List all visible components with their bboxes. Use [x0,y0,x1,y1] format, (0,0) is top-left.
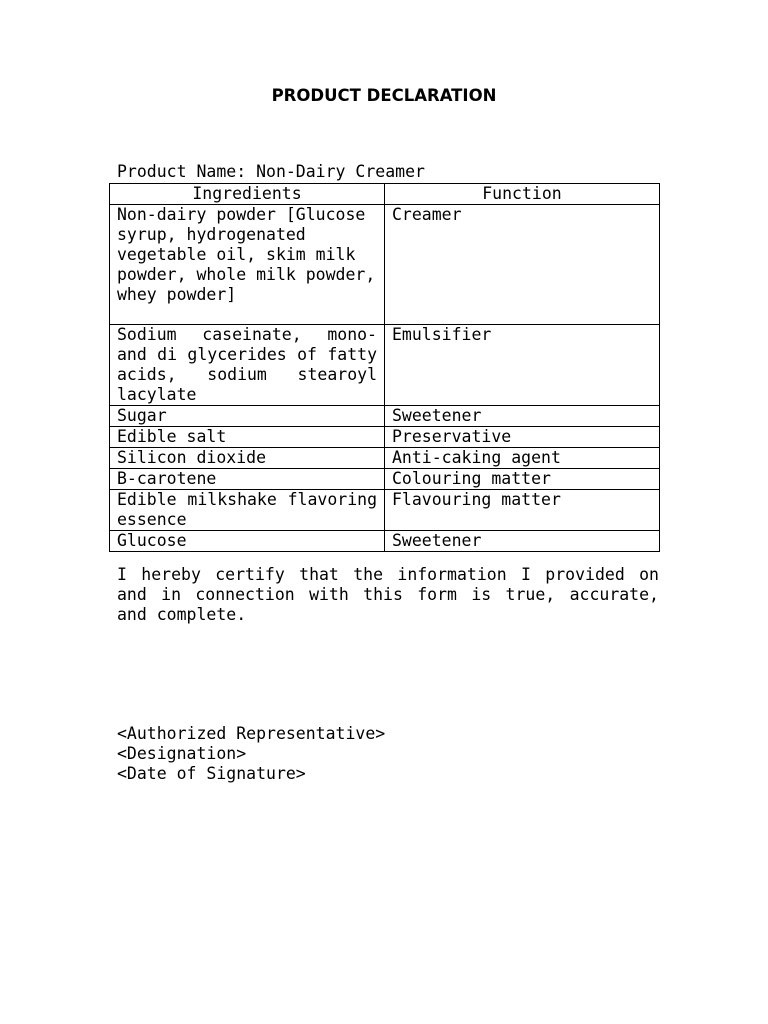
function-cell: Preservative [385,427,660,448]
ingredient-cell: Non-dairy powder [Glucose syrup, hydrogenated vegetable oil, skim milk powder, whole milk powder, whey powder] [110,205,385,325]
authorized-representative: <Authorized Representative> [117,724,386,743]
function-cell: Sweetener [385,531,660,552]
function-cell: Emulsifier [385,325,660,406]
function-cell: Sweetener [385,406,660,427]
ingredient-cell: Glucose [110,531,385,552]
function-cell: Colouring matter [385,469,660,490]
table-row [110,448,660,469]
table-row [110,325,660,406]
ingredient-cell: B-carotene [110,469,385,490]
table-row [110,469,660,490]
function-cell: Flavouring matter [385,490,660,531]
signature-block [117,724,385,784]
document-title: PRODUCT DECLARATION [271,86,497,105]
ingredients-table [109,183,660,552]
ingredient-cell: Sugar [110,406,385,427]
designation: <Designation> [117,744,247,763]
table-header-row [110,184,660,205]
product-name-line: Product Name: Non-Dairy Creamer [117,162,425,181]
ingredient-cell: Edible salt [110,427,385,448]
table-row [110,531,660,552]
table-row [110,205,660,325]
ingredient-cell: Edible milkshake flavoring essence [110,490,385,531]
table-row [110,406,660,427]
ingredient-cell: Silicon dioxide [110,448,385,469]
table-row [110,490,660,531]
header-function: Function [385,184,660,205]
header-ingredients: Ingredients [110,184,385,205]
function-cell: Anti-caking agent [385,448,660,469]
function-cell: Creamer [385,205,660,325]
ingredient-cell: Sodium caseinate, mono- and di glycerides of fatty acids, sodium stearoyl lacylate [110,325,385,406]
date-of-signature: <Date of Signature> [117,764,306,783]
table-row [110,427,660,448]
certification-statement: I hereby certify that the information I provided on and in connection with this form is true, accurate, and complete. [117,565,659,624]
